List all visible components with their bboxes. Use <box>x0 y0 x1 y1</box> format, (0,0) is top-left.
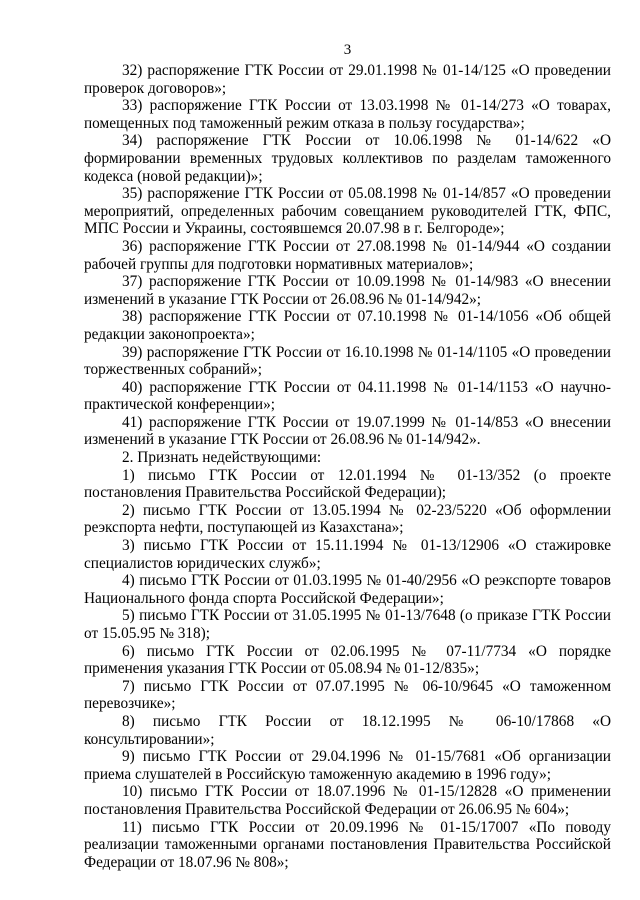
invalid-item-1: 1) письмо ГТК России от 12.01.1994 № 01-13/352 (о проекте постановления Правительства Российской Федерации); <box>84 466 611 502</box>
document-body <box>84 62 611 871</box>
list-item-38: 38) распоряжение ГТК России от 07.10.1998 № 01-14/1056 «Об общей редакции законопроекта»; <box>84 308 611 343</box>
invalid-item-6: 6) письмо ГТК России от 02.06.1995 № 07-11/7734 «О порядке применения указания ГТК России от 05.08.94 № 01-12/835»; <box>84 642 611 678</box>
invalid-item-9: 9) письмо ГТК России от 29.04.1996 № 01-15/7681 «Об организации приема слушателей в Российскую таможенную академию в 1996 году»; <box>84 748 611 783</box>
list-item-34: 34) распоряжение ГТК России от 10.06.1998 № 01-14/622 «О формировании временных трудовых коллективов по разделам таможенного кодекса (новой редакции)»; <box>84 132 611 185</box>
list-item-35: 35) распоряжение ГТК России от 05.08.1998 № 01-14/857 «О проведении мероприятий, определенных рабочим совещанием руководителей ГТК, ФПС, МПС России и Украины, состоявшемся 20.07.98 в г. Белгороде»; <box>84 185 611 238</box>
page-number: 3 <box>343 42 352 58</box>
document-page <box>84 40 611 871</box>
invalid-item-11: 11) письмо ГТК России от 20.09.1996 № 01-15/17007 «По поводу реализации таможенными органами постановления Правительства Российской Федерации от 18.07.96 № 808»; <box>84 818 611 871</box>
invalid-item-4: 4) письмо ГТК России от 01.03.1995 № 01-40/2956 «О реэкспорте товаров Национального фонда спорта Российской Федерации»; <box>84 572 611 607</box>
list-item-33: 33) распоряжение ГТК России от 13.03.1998 № 01-14/273 «О товарах, помещенных под таможенный режим отказа в пользу государства»; <box>84 97 611 132</box>
invalid-item-8: 8) письмо ГТК России от 18.12.1995 № 06-10/17868 «О консультировании»; <box>84 712 611 748</box>
invalid-item-10: 10) письмо ГТК России от 18.07.1996 № 01-15/12828 «О применении постановления Правительства Российской Федерации от 26.06.95 № 604»; <box>84 783 611 818</box>
list-item-39: 39) распоряжение ГТК России от 16.10.1998 № 01-14/1105 «О проведении торжественных собраний»; <box>84 343 611 379</box>
list-item-41: 41) распоряжение ГТК России от 19.07.1999 № 01-14/853 «О внесении изменений в указание ГТК России от 26.08.96 № 01-14/942». <box>84 413 611 449</box>
list-item-40: 40) распоряжение ГТК России от 04.11.1998 № 01-14/1153 «О научно-практической конференции»; <box>84 378 611 414</box>
invalid-item-2: 2) письмо ГТК России от 13.05.1994 № 02-23/5220 «Об оформлении реэкспорта нефти, поступающей из Казахстана»; <box>84 501 611 537</box>
section-heading-2: 2. Признать недействующими: <box>122 449 322 467</box>
list-item-36: 36) распоряжение ГТК России от 27.08.1998 № 01-14/944 «О создании рабочей группы для подготовки нормативных материалов»; <box>84 237 611 273</box>
list-item-37: 37) распоряжение ГТК России от 10.09.1998 № 01-14/983 «О внесении изменений в указание ГТК России от 26.08.96 № 01-14/942»; <box>84 273 611 308</box>
invalid-item-5: 5) письмо ГТК России от 31.05.1995 № 01-13/7648 (о приказе ГТК России от 15.05.95 № 318); <box>84 607 611 642</box>
invalid-item-7: 7) письмо ГТК России от 07.07.1995 № 06-10/9645 «О таможенном перевозчике»; <box>84 677 611 713</box>
invalid-item-3: 3) письмо ГТК России от 15.11.1994 № 01-13/12906 «О стажировке специалистов юридических служб»; <box>84 537 611 572</box>
list-item-32: 32) распоряжение ГТК России от 29.01.1998 № 01-14/125 «О проведении проверок договоров»; <box>84 62 611 97</box>
